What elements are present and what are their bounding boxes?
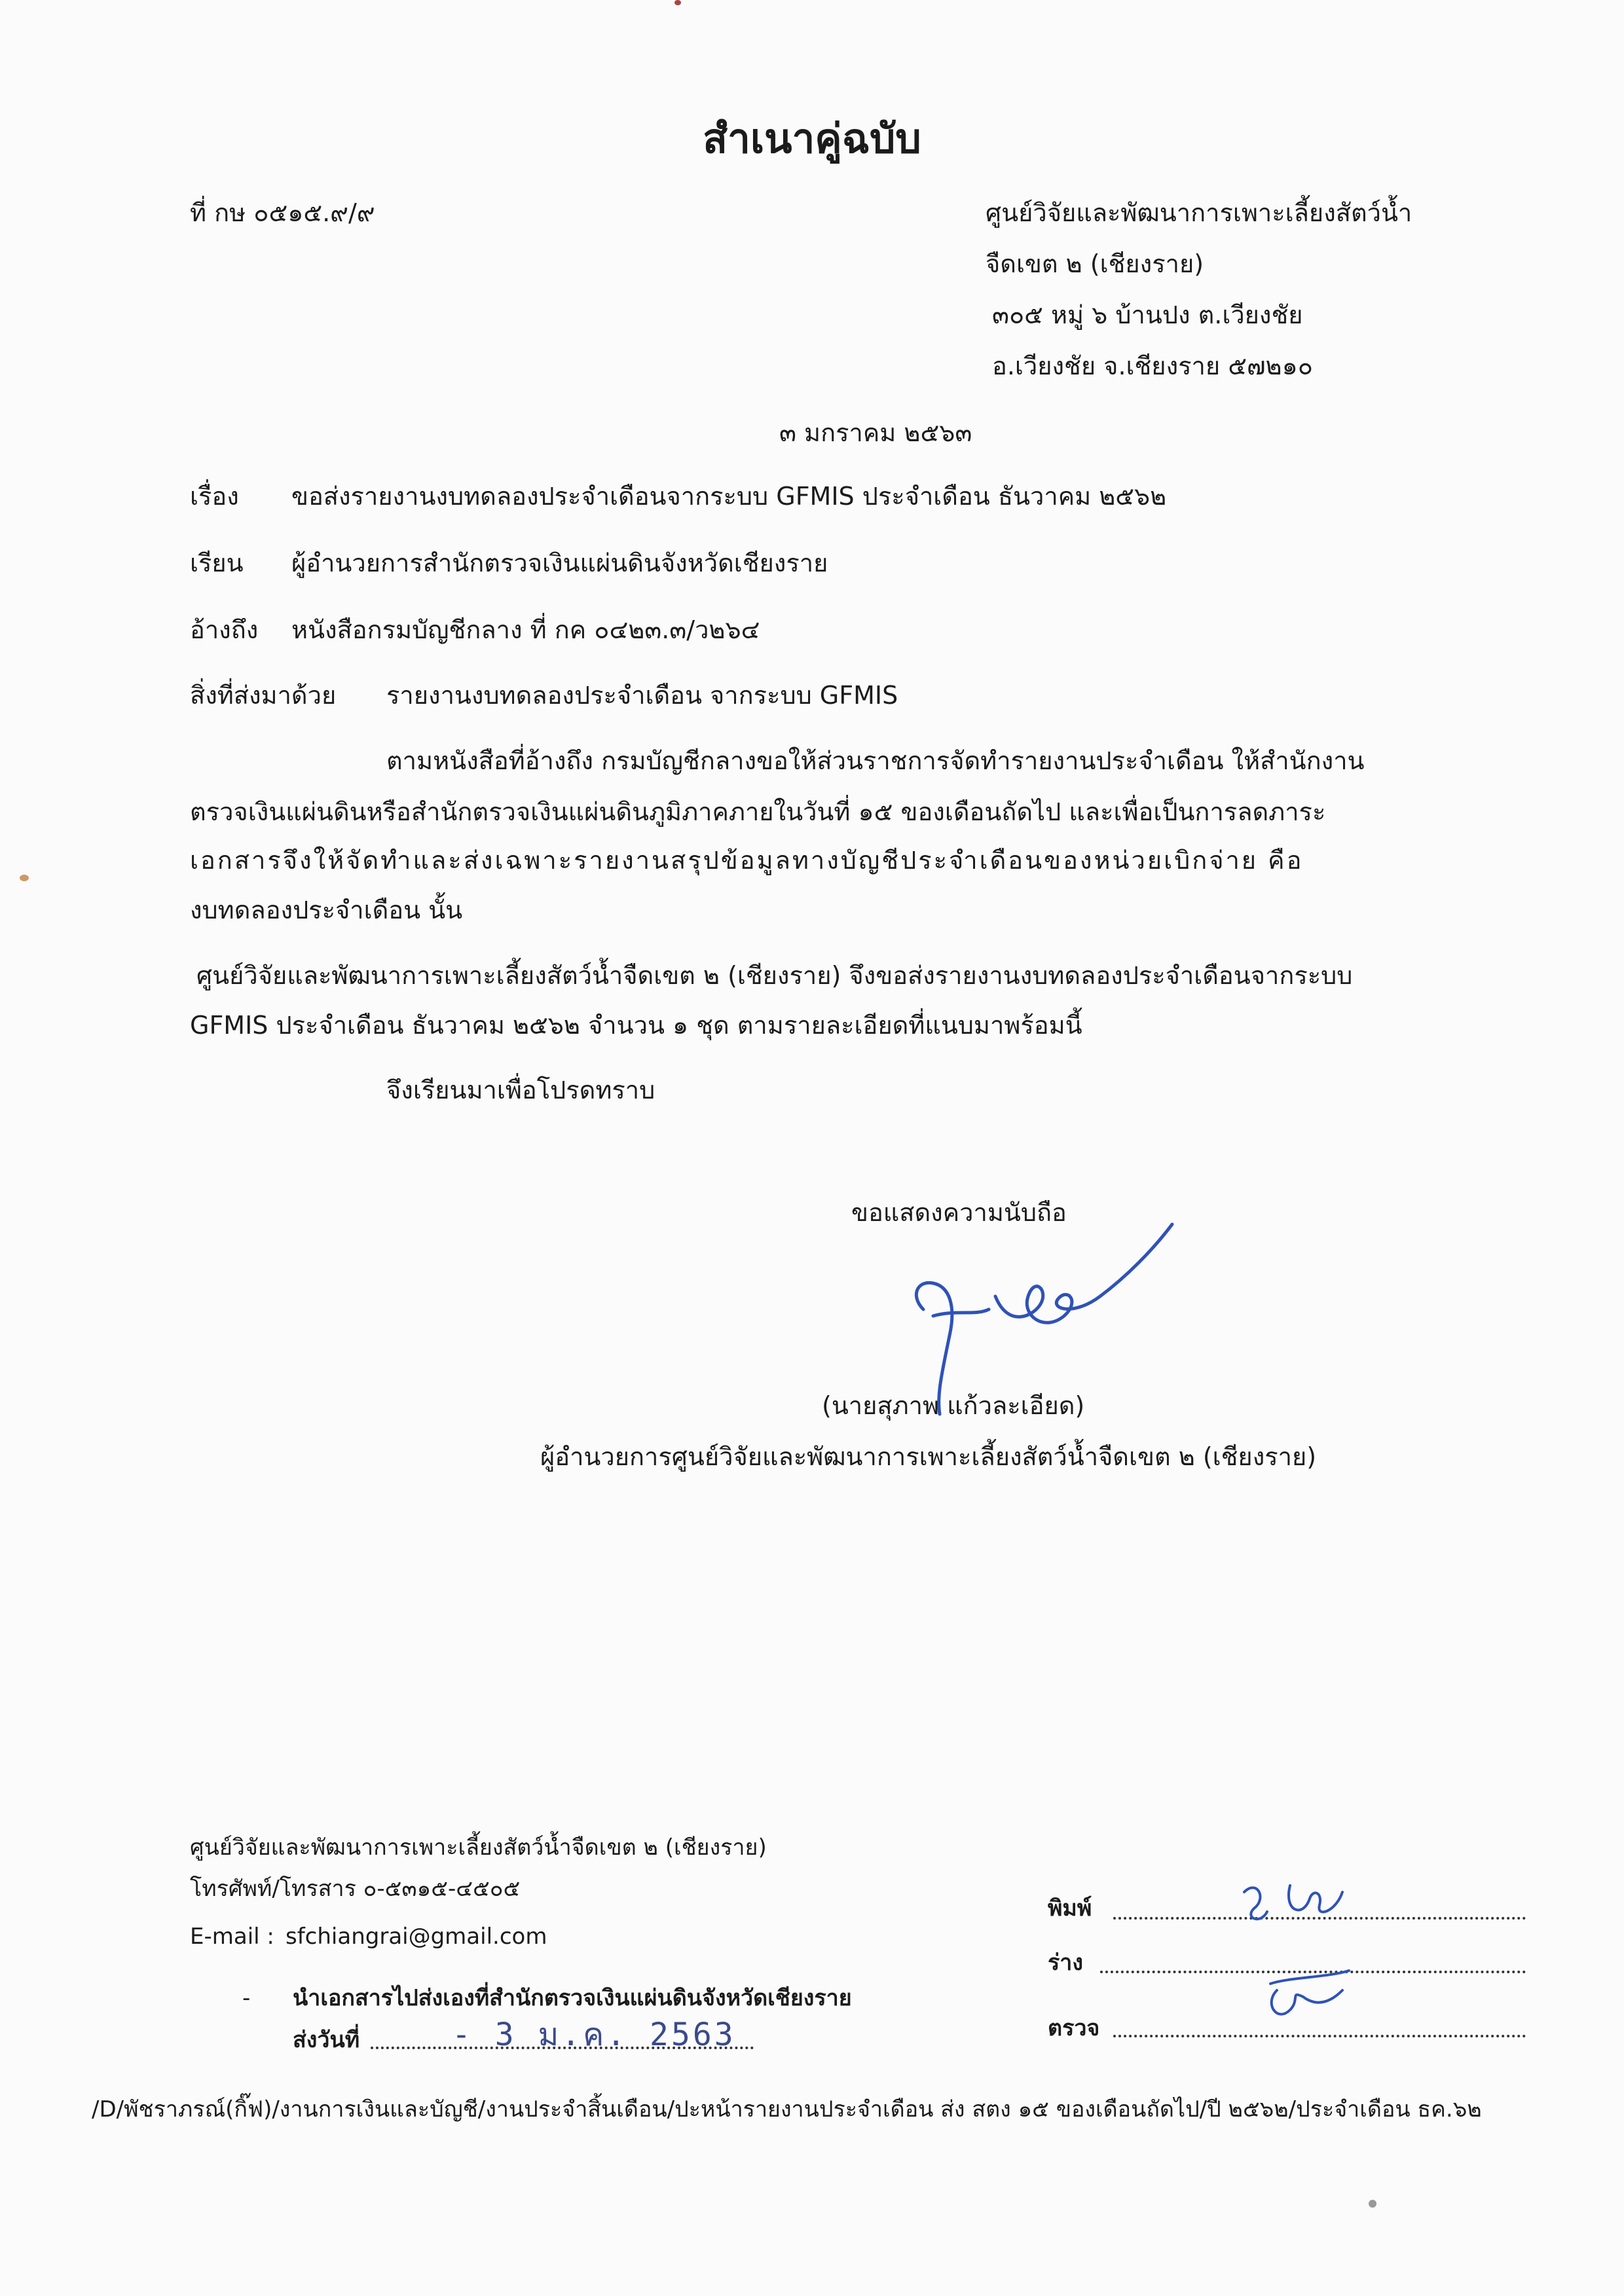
file-path: /D/พัชราภรณ์(กิ๊ฟ)/งานการเงินและบัญชี/งานประจำสิ้นเดือน/ปะหน้ารายงานประจำเดือน ส่ง สตง ๑๕ ของเดือนถัดไป/ปี ๒๕๖๒/ประจำเดือน ธค.๖๒ <box>92 2096 1482 2123</box>
document-number: ที่ กษ ๐๕๑๕.๙/๙ <box>190 198 375 227</box>
address-line: จืดเขต ๒ (เชียงราย) <box>986 249 1204 278</box>
footer-phone: โทรศัพท์/โทรสาร ๐-๕๓๑๕-๔๕๐๕ <box>190 1876 521 1902</box>
checker-initials <box>1251 1951 1369 2030</box>
address-line: ศูนย์วิจัยและพัฒนาการเพาะเลี้ยงสัตว์น้ำ <box>986 198 1412 227</box>
paragraph-line: GFMIS ประจำเดือน ธันวาคม ๒๕๖๒ จำนวน ๑ ชุด ตามรายละเอียดที่แนบมาพร้อมนี้ <box>190 1011 1082 1040</box>
to-text: ผู้อำนวยการสำนักตรวจเงินแผ่นดินจังหวัดเชียงราย <box>291 549 828 577</box>
send-date-label: ส่งวันที่ <box>293 2027 360 2053</box>
document-title: สำเนาคู่ฉบับ <box>703 115 921 162</box>
address-line: ๓๐๕ หมู่ ๖ บ้านปง ต.เวียงชัย <box>992 301 1303 329</box>
paragraph-line: งบทดลองประจำเดือน นั้น <box>190 896 463 924</box>
drafted-by-label: ร่าง <box>1048 1950 1083 1976</box>
footer-org: ศูนย์วิจัยและพัฒนาการเพาะเลี้ยงสัตว์น้ำจืดเขต ๒ (เชียงราย) <box>190 1834 767 1861</box>
scan-speck <box>1369 2200 1376 2208</box>
typed-by-label: พิมพ์ <box>1048 1895 1092 1922</box>
subject-text: ขอส่งรายงานงบทดลองประจำเดือนจากระบบ GFMIS ประจำเดือน ธันวาคม ๒๕๖๒ <box>291 482 1167 511</box>
checked-by-label: ตรวจ <box>1048 2015 1100 2041</box>
paragraph-line: ตามหนังสือที่อ้างถึง กรมบัญชีกลางขอให้ส่วนราชการจัดทำรายงานประจำเดือน ให้สำนักงาน <box>386 746 1365 775</box>
closing-line: จึงเรียนมาเพื่อโปรดทราบ <box>386 1076 655 1104</box>
enclosure-label: สิ่งที่ส่งมาด้วย <box>190 681 337 710</box>
paragraph-line: ตรวจเงินแผ่นดินหรือสำนักตรวจเงินแผ่นดินภูมิภาคภายในวันที่ ๑๕ ของเดือนถัดไป และเพื่อเป็นการลดภาระ <box>190 797 1326 826</box>
reference-text: หนังสือกรมบัญชีกลาง ที่ กค ๐๔๒๓.๓/ว๒๖๔ <box>291 615 760 644</box>
checked-by-dotted-line <box>1113 2035 1526 2037</box>
regards-text: ขอแสดงความนับถือ <box>851 1198 1067 1227</box>
footer-email: sfchiangrai@gmail.com <box>286 1923 547 1950</box>
paragraph-line: เอกสารจึงให้จัดทำและส่งเฉพาะรายงานสรุปข้อมูลทางบัญชีประจำเดือนของหน่วยเบิกจ่าย คือ <box>190 846 1304 875</box>
address-line: อ.เวียงชัย จ.เชียงราย ๕๗๒๑๐ <box>992 352 1313 380</box>
to-label: เรียน <box>190 549 244 577</box>
subject-label: เรื่อง <box>190 482 239 511</box>
enclosure-text: รายงานงบทดลองประจำเดือน จากระบบ GFMIS <box>386 681 898 710</box>
letter-date: ๓ มกราคม ๒๕๖๓ <box>779 418 972 447</box>
reference-label: อ้างถึง <box>190 615 259 644</box>
scan-speck <box>674 0 681 5</box>
footer-email-label: E-mail : <box>190 1923 274 1950</box>
signatory-position: ผู้อำนวยการศูนย์วิจัยและพัฒนาการเพาะเลี้ยงสัตว์น้ำจืดเขต ๒ (เชียงราย) <box>540 1442 1317 1471</box>
delivery-note: นำเอกสารไปส่งเองที่สำนักตรวจเงินแผ่นดินจังหวัดเชียงราย <box>293 1985 852 2011</box>
paragraph-line: ศูนย์วิจัยและพัฒนาการเพาะเลี้ยงสัตว์น้ำจืดเขต ๒ (เชียงราย) จึงขอส่งรายงานงบทดลองประจำเดือนจากระบบ <box>196 961 1353 990</box>
send-date-stamp: - 3 ม.ค. 2563 <box>452 2016 736 2053</box>
signatory-name: (นายสุภาพ แก้วละเอียด) <box>822 1391 1085 1420</box>
footer-dash: - <box>242 1985 251 2011</box>
scan-speck <box>20 875 29 881</box>
typed-by-initials <box>1231 1872 1362 1931</box>
